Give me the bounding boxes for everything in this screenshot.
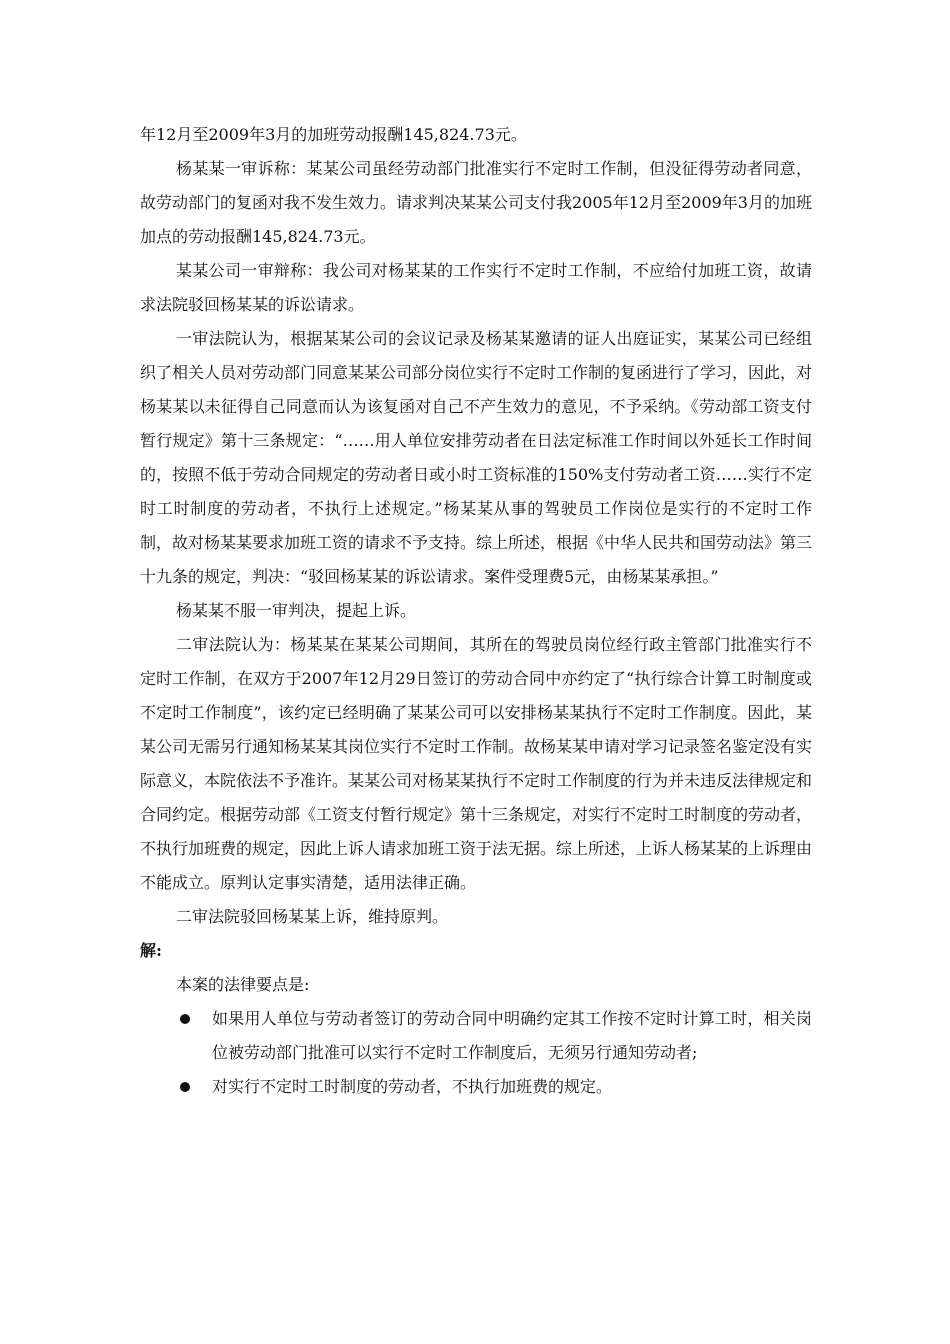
document-page [140,118,812,1104]
solution-heading: 解: [140,941,162,960]
paragraph-final-judgment: 二审法院驳回杨某某上诉，维持原判。 [176,907,449,926]
solution-intro: 本案的法律要点是: [176,975,310,994]
paragraph-defendant-defense: 某某公司一审辩称：我公司对杨某某的工作实行不定时工作制，不应给付加班工资，故请求法院驳回杨某某的诉讼请求。 [140,261,812,314]
paragraph-plaintiff-claim: 杨某某一审诉称：某某公司虽经劳动部门批准实行不定时工作制，但没征得劳动者同意，故劳动部门的复函对我不发生效力。请求判决某某公司支付我2005年12月至2009年3月的加班加点的劳动报酬145,824.73元。 [140,159,812,246]
bullet-text: 如果用人单位与劳动者签订的劳动合同中明确约定其工作按不定时计算工时，相关岗位被劳动部门批准可以实行不定时工作制度后，无须另行通知劳动者; [212,1009,812,1062]
legal-points-list [140,1002,812,1104]
bullet-dot-icon [180,1014,190,1024]
list-item [140,1070,812,1104]
paragraph-appeal: 杨某某不服一审判决，提起上诉。 [176,601,417,620]
paragraph-second-instance-ruling: 二审法院认为：杨某某在某某公司期间，其所在的驾驶员岗位经行政主管部门批准实行不定时工作制，在双方于2007年12月29日签订的劳动合同中亦约定了“执行综合计算工时制度或不定时工作制度”，该约定已经明确了某某公司可以安排杨某某执行不定时工作制度。因此，某某公司无需另行通知杨某某其岗位实行不定时工作制。故杨某某申请对学习记录签名鉴定没有实际意义，本院依法不予准许。某某公司对杨某某执行不定时工作制度的行为并未违反法律规定和合同约定。根据劳动部《工资支付暂行规定》第十三条规定，对实行不定时工时制度的劳动者，不执行加班费的规定，因此上诉人请求加班工资于法无据。综上所述，上诉人杨某某的上诉理由不能成立。原判认定事实清楚，适用法律正确。 [140,635,813,892]
bullet-text: 对实行不定时工时制度的劳动者，不执行加班费的规定。 [212,1077,613,1096]
bullet-dot-icon [180,1082,190,1092]
paragraph-continuation: 年12月至2009年3月的加班劳动报酬145,824.73元。 [140,125,527,144]
paragraph-first-instance-ruling: 一审法院认为，根据某某公司的会议记录及杨某某邀请的证人出庭证实，某某公司已经组织了相关人员对劳动部门同意某某公司部分岗位实行不定时工作制的复函进行了学习，因此，对杨某某以未征得自己同意而认为该复函对自己不产生效力的意见，不予采纳。《劳动部工资支付暂行规定》第十三条规定：“……用人单位安排劳动者在日法定标准工作时间以外延长工作时间的，按照不低于劳动合同规定的劳动者日或小时工资标准的150%支付劳动者工资……实行不定时工时制度的劳动者，不执行上述规定。”杨某某从事的驾驶员工作岗位是实行的不定时工作制，故对杨某某要求加班工资的请求不予支持。综上所述，根据《中华人民共和国劳动法》第三十九条的规定，判决：“驳回杨某某的诉讼请求。案件受理费5元，由杨某某承担。” [140,329,813,586]
list-item [140,1002,812,1070]
